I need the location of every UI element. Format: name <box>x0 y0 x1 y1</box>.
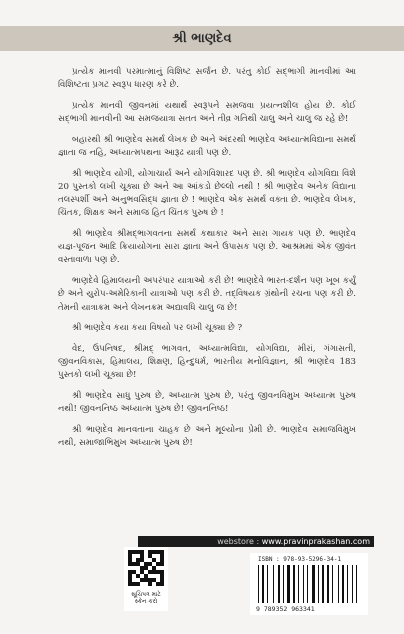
isbn-label: ISBN : 978-93-5296-34-1 <box>258 556 342 563</box>
author-title: શ્રી ભાણદેવ <box>172 31 232 46</box>
website-prefix: webstore : <box>217 537 262 546</box>
blurb-text <box>58 66 356 458</box>
website-url[interactable]: www.pravinprakashan.com <box>261 537 370 546</box>
website-bar <box>138 536 374 547</box>
paragraph: ભાણદેવે હિમાલયની અપરંપાર યાત્રાઓ કરી છે! ભાણદેવે ભારત-દર્શન પણ ખૂબ કર્યું છે અને યુરોપ-અમેરિકાની યાત્રાઓ પણ કરી છે. તદ્‌વિષયક ગ્રંથોની રચના પણ કરી છે. તેમની યાત્રાક્રમ અને લેખનક્રમ અદ્યાવધિ ચાલુ જ છે! <box>58 276 356 313</box>
barcode-digits: 9 789352 963341 <box>256 605 315 613</box>
title-bar <box>0 26 404 51</box>
barcode-panel <box>250 553 368 615</box>
paragraph: વેદ, ઉપનિષદ, શ્રીમદ્‌ ભાગવત, અધ્યાત્મવિદ્યા, યોગવિદ્યા, મીરાં, ગંગાસતી, જીવનવિકાસ, હિમાલય, શિક્ષણ, હિન્દુધર્મ, ભારતીય મનોવિજ્ઞાન, શ્રી ભાણદેવ 183 પુસ્તકો લખી ચૂક્યા છે! <box>58 343 356 381</box>
barcode-icon <box>258 565 360 603</box>
paragraph: શ્રી ભાણદેવ શ્રીમદ્‌ભાગવતના સમર્થ કથાકાર અને સારા ગાયક પણ છે. ભાણદેવ યજ્ઞ-પૂજન આદિ ક્રિયાયોગના સારા જ્ઞાતા અને ઉપાસક પણ છે. આશ્રમમાં એક જીવંત વસ્તાવાળા પણ છે. <box>58 229 356 266</box>
question-line: શ્રી ભાણદેવ કયા કયા વિષયો પર લખી ચૂક્યા છે ? <box>72 323 243 334</box>
paragraph: બહારથી શ્રી ભાણદેવ સમર્થ લેખક છે અને અંદરથી ભાણદેવ અધ્યાત્મવિદ્યાના સમર્થ જ્ઞાતા જ નહિ, અધ્યાત્મપથના આરૂઢ યાત્રી પણ છે. <box>58 134 356 159</box>
paragraph: પ્રત્યેક માનવી પરમાત્માનું વિશિષ્ટ સર્જન છે. પરંતુ કોઈ સદ્‌ભાગી માનવીમાં આ વિશિષ્ટતા પ્રગટ સ્વરૂપ ધારણ કરે છે. <box>58 67 356 91</box>
paragraph: શ્રી ભાણદેવ યોગી, યોગાચાર્ય અને યોગવિશારદ પણ છે. શ્રી ભાણદેવ યોગવિદ્યા વિશે 20 પુસ્તકો લખી ચૂક્યા છે અને આ આંકડો છેલ્લો નથી ! શ્રી ભાણદેવ અનેક વિદ્યાના તલસ્પર્શી અને અનુભવસિદ્ધ જ્ઞાતા છે ! ભાણદેવ એક સમર્થ વક્તા છે. ભાણદેવ લેખક, ચિંતક, શિક્ષક અને સમાજ હિત ચિંતક પુરુષ છે ! <box>58 168 356 219</box>
paragraph: પ્રત્યેક માનવી જીવનમાં યથાર્થ સ્વરૂપને સમજવા પ્રયત્નશીલ હોય છે. કોઈ સદ્‌ભાગી માનવીની આ સમજયાત્રા સતત અને તીવ્ર ગતિથી ચાલુ અને ચાલુ જ રહે છે! <box>58 100 356 125</box>
paragraph: શ્રી ભાણદેવ સાધુ પુરુષ છે, અધ્યાત્મ પુરુષ છે, પરંતુ જીવનવિમુખ અધ્યાત્મ પુરુષ નથી! જીવનનિષ્ઠ અધ્યાત્મ પુરુષ છે! જીવનનિષ્ઠ! <box>58 391 356 415</box>
qr-code-icon[interactable] <box>128 550 164 586</box>
paragraph: શ્રી ભાણદેવ માનવતાના ચાહક છે અને મૂલ્યોના પ્રેમી છે. ભાણદેવ સમાજવિમુખ નથી, સમાજાભિમુખ અધ્યાત્મ પુરુષ છે! <box>58 424 356 449</box>
qr-code-panel <box>124 547 168 611</box>
qr-caption: સૂચિપત્ર માટે સ્કેન કરો <box>131 591 161 605</box>
